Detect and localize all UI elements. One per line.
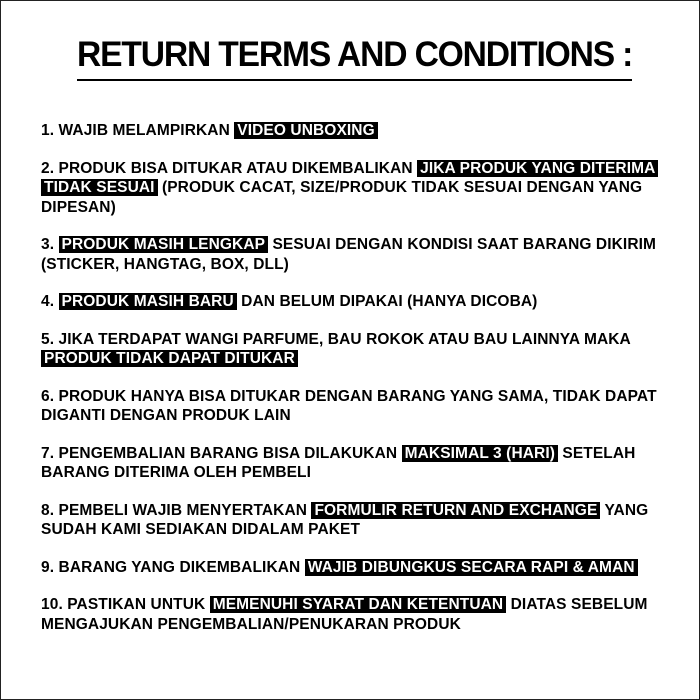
term-item	[41, 387, 681, 426]
term-highlight: PRODUK MASIH LENGKAP	[59, 236, 269, 253]
term-item	[41, 159, 681, 218]
term-text-after: SETELAH BARANG DITERIMA OLEH PEMBELI	[41, 444, 636, 481]
term-item	[41, 235, 681, 274]
term-item	[41, 292, 681, 312]
term-item	[41, 501, 681, 540]
term-highlight: MAKSIMAL 3 (HARI)	[402, 445, 558, 462]
term-text: 6. PRODUK HANYA BISA DITUKAR DENGAN BARANG YANG SAMA, TIDAK DAPAT DIGANTI DENGAN PRODUK LAIN	[41, 387, 657, 424]
term-text: 2. PRODUK BISA DITUKAR ATAU DIKEMBALIKAN	[41, 159, 418, 177]
term-highlight: PRODUK TIDAK DAPAT DITUKAR	[41, 350, 298, 367]
term-text-after: (PRODUK CACAT, SIZE/PRODUK TIDAK SESUAI DENGAN YANG DIPESAN)	[41, 179, 643, 216]
term-item	[41, 595, 681, 634]
term-item	[41, 444, 681, 483]
term-text-after: DIATAS SEBELUM MENGAJUKAN PENGEMBALIAN/PENUKARAN PRODUK	[41, 596, 648, 633]
term-text: 8. PEMBELI WAJIB MENYERTAKAN	[41, 501, 312, 519]
term-highlight: WAJIB DIBUNGKUS SECARA RAPI & AMAN	[305, 559, 638, 576]
term-highlight: FORMULIR RETURN AND EXCHANGE	[311, 502, 600, 519]
title-underline	[77, 79, 632, 81]
term-text: 10. PASTIKAN UNTUK	[41, 596, 210, 613]
term-text-after: SESUAI DENGAN KONDISI SAAT BARANG DIKIRIM (STICKER, HANGTAG, BOX, DLL)	[41, 236, 657, 273]
term-text: 4.	[41, 293, 59, 310]
term-highlight: MEMENUHI SYARAT DAN KETENTUAN	[210, 596, 507, 613]
page-title: RETURN TERMS AND CONDITIONS :	[77, 35, 633, 74]
terms-list	[41, 121, 681, 652]
term-highlight: PRODUK MASIH BARU	[59, 293, 237, 310]
term-text-after: YANG SUDAH KAMI SEDIAKAN DIDALAM PAKET	[41, 501, 649, 538]
term-text: 1. WAJIB MELAMPIRKAN	[41, 122, 235, 139]
term-highlight: JIKA PRODUK YANG DITERIMA TIDAK SESUAI	[41, 160, 658, 197]
term-item	[41, 558, 681, 578]
term-text: 5. JIKA TERDAPAT WANGI PARFUME, BAU ROKOK ATAU BAU LAINNYA MAKA	[41, 330, 631, 348]
term-item	[41, 330, 681, 369]
term-text: 3.	[41, 236, 59, 253]
term-text: 7. PENGEMBALIAN BARANG BISA DILAKUKAN	[41, 444, 402, 462]
term-item	[41, 121, 681, 141]
term-text-after: DAN BELUM DIPAKAI (HANYA DICOBA)	[236, 293, 538, 310]
term-text: 9. BARANG YANG DIKEMBALIKAN	[41, 558, 305, 576]
term-highlight: VIDEO UNBOXING	[234, 122, 377, 139]
